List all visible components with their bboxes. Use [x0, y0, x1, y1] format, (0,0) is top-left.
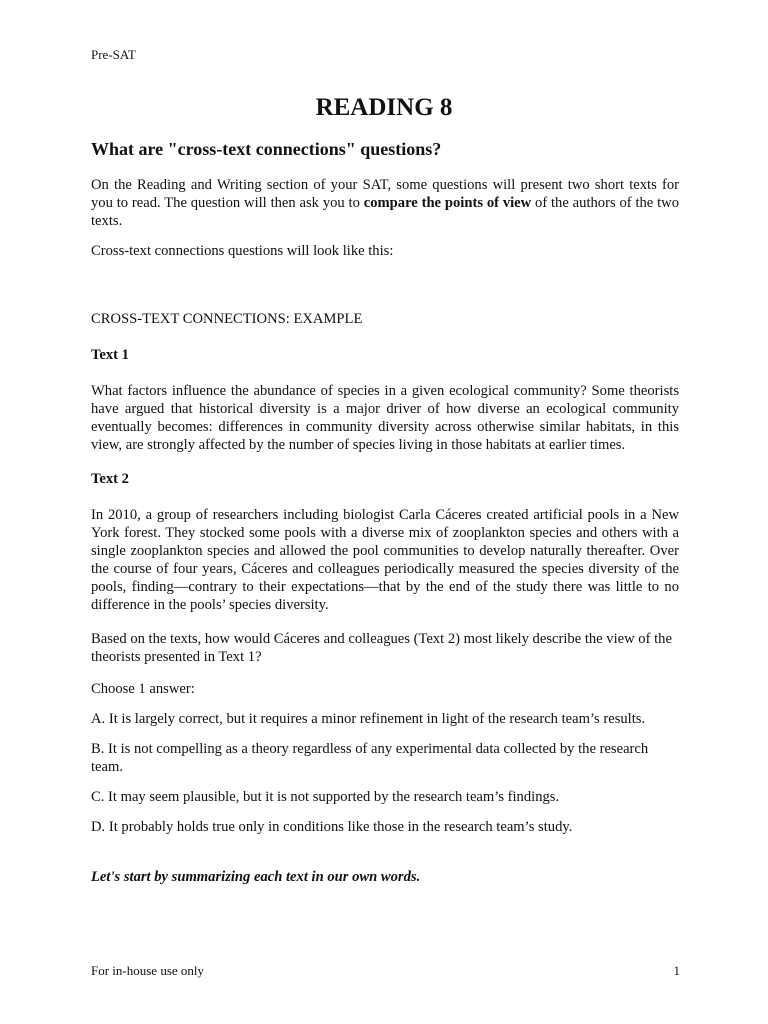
intro-followup: Cross-text connections questions will look like this:: [91, 243, 394, 259]
answer-choice-a: A. It is largely correct, but it requires a minor refinement in light of the research team’s results.: [91, 711, 646, 727]
intro-text-start: On the Reading and Writing section of your SAT, some questions will present two short texts for you to read. The question will then ask you to: [91, 177, 679, 211]
answer-choice-d: D. It probably holds true only in conditions like those in the research team’s study.: [91, 819, 573, 835]
question-stem: Based on the texts, how would Cáceres and colleagues (Text 2) most likely describe the view of the theorists presented in Text 1?: [91, 631, 672, 665]
page-title: READING 8: [315, 94, 453, 121]
answer-choice-c: C. It may seem plausible, but it is not supported by the research team’s findings.: [91, 789, 560, 805]
main-content: [91, 138, 679, 886]
text2-passage: In 2010, a group of researchers including biologist Carla Cáceres created artificial pools in a New York forest. They stocked some pools with a diverse mix of zooplankton species and others with a single zooplankton species and allowed the pool communities to develop naturally thereafter. Over the course of four years, Cáceres and colleagues periodically measured the species diversity of the pools, finding—contrary to their expectations—that by the end of the study there was little to no difference in the pools’ species diversity.: [91, 507, 679, 613]
text1-passage: What factors influence the abundance of species in a given ecological community? Some theorists have argued that historical diversity is a major driver of how diverse an ecological community eventually becomes: differences in community diversity across otherwise similar habitats, in this view, are strongly affected by the number of species living in those habitats at earlier times.: [91, 383, 679, 453]
header-label: Pre-SAT: [91, 47, 136, 62]
section-heading: What are "cross-text connections" questions?: [91, 139, 442, 159]
page-number: 1: [673, 963, 680, 978]
example-label: CROSS-TEXT CONNECTIONS: EXAMPLE: [91, 311, 363, 327]
footer-note: For in-house use only: [91, 963, 205, 978]
intro-emphasis: compare the points of view: [363, 195, 532, 211]
answer-choice-b: B. It is not compelling as a theory regardless of any experimental data collected by the research team.: [91, 741, 649, 775]
text2-heading: Text 2: [91, 471, 129, 487]
choose-label: Choose 1 answer:: [91, 681, 195, 697]
intro-text-end: of the authors of the two texts.: [91, 195, 679, 229]
intro-paragraph: [91, 176, 679, 230]
call-to-action: Let's start by summarizing each text in our own words.: [91, 869, 421, 885]
text1-heading: Text 1: [91, 347, 129, 363]
